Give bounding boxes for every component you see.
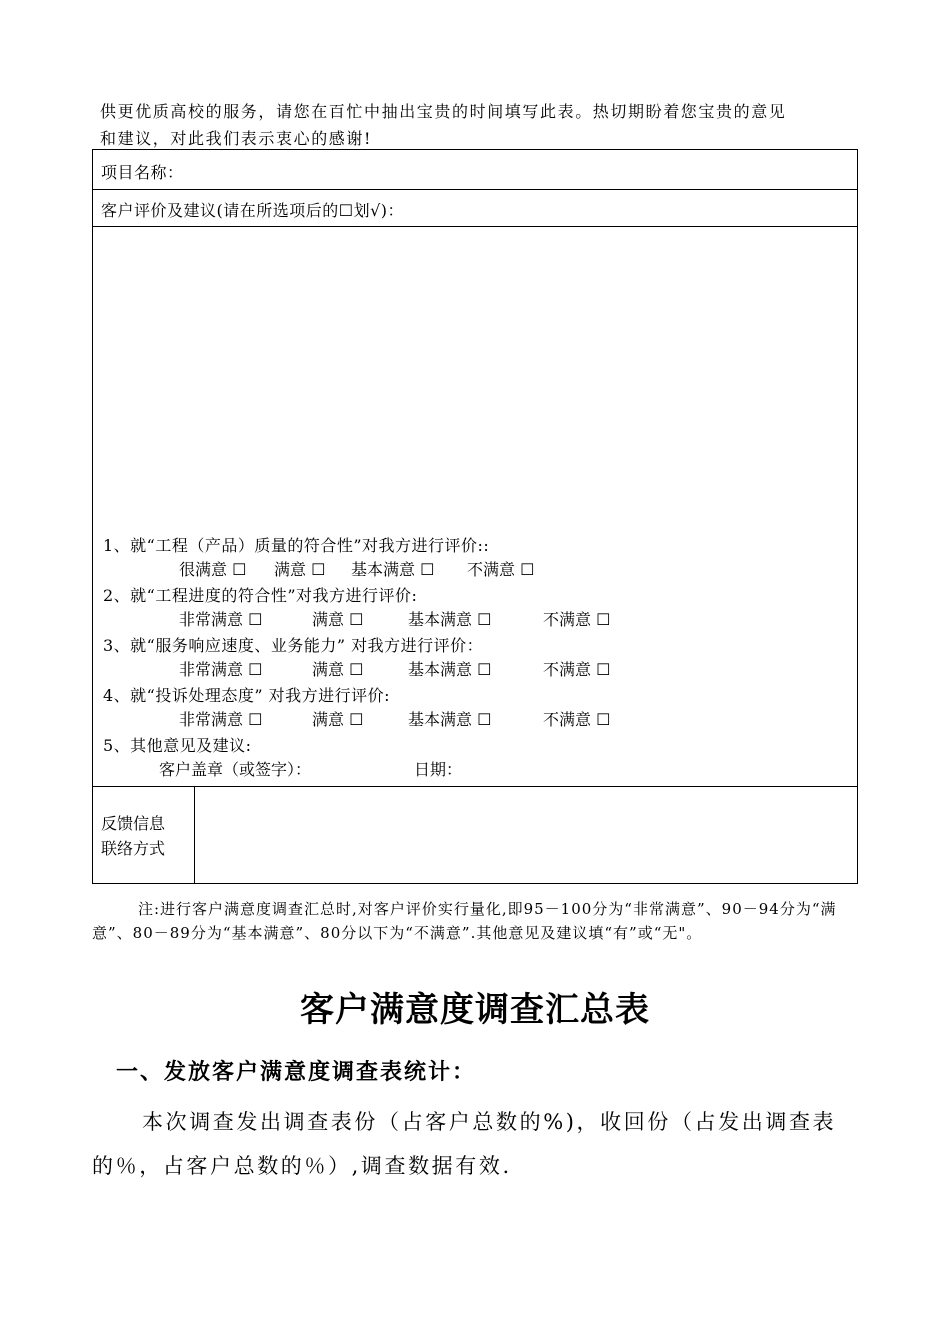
feedback-label-line-2: 联络方式 xyxy=(101,839,166,858)
feedback-label-line-1: 反馈信息 xyxy=(101,814,166,833)
survey-statistics-paragraph: 本次调查发出调查表份（占客户总数的%)，收回份（占发出调查表的％，占客户总数的％）,调查数据有效. xyxy=(92,1110,837,1178)
question-4: 4、就“投诉处理态度” 对我方进行评价: xyxy=(103,686,391,705)
project-name-row xyxy=(93,150,857,190)
other-suggestions-label: 5、其他意见及建议: xyxy=(103,736,252,755)
q3-option-unsatisfied[interactable]: 不满意 ☐ xyxy=(543,660,611,679)
q2-option-unsatisfied[interactable]: 不满意 ☐ xyxy=(543,610,611,629)
q3-option-basic-satisfied[interactable]: 基本满意 ☐ xyxy=(408,660,492,679)
question-2: 2、就“工程进度的符合性”对我方进行评价: xyxy=(103,586,418,605)
q4-option-satisfied[interactable]: 满意 ☐ xyxy=(312,710,364,729)
q1-option-very-satisfied[interactable]: 很满意 ☐ xyxy=(179,560,247,579)
q2-option-satisfied[interactable]: 满意 ☐ xyxy=(312,610,364,629)
customer-stamp-label: 客户盖章（或签字）： xyxy=(159,760,312,779)
survey-form-table xyxy=(92,149,858,884)
q4-option-very-satisfied[interactable]: 非常满意 ☐ xyxy=(179,710,263,729)
q3-option-satisfied[interactable]: 满意 ☐ xyxy=(312,660,364,679)
summary-title: 客户满意度调查汇总表 xyxy=(300,990,650,1030)
q4-option-unsatisfied[interactable]: 不满意 ☐ xyxy=(543,710,611,729)
intro-line-1: 供更优质高校的服务，请您在百忙中抽出宝贵的时间填写此表。热切期盼着您宝贵的意见 xyxy=(100,102,787,121)
evaluation-header-label: 客户评价及建议(请在所选项后的☐划√)： xyxy=(101,201,405,220)
question-1: 1、就“工程（产品）质量的符合性”对我方进行评价:: xyxy=(103,536,490,555)
scoring-note: 注:进行客户满意度调查汇总时,对客户评价实行量化,即95－100分为“非常满意”、90－94分为“满意”、80－89分为“基本满意”、80分以下为“不满意”.其他意见及建议填“有”或“无"。 xyxy=(92,900,837,942)
question-3: 3、就“服务响应速度、业务能力” 对我方进行评价： xyxy=(103,636,484,655)
q2-option-very-satisfied[interactable]: 非常满意 ☐ xyxy=(179,610,263,629)
project-name-label: 项目名称： xyxy=(101,163,184,182)
q1-option-unsatisfied[interactable]: 不满意 ☐ xyxy=(467,560,535,579)
feedback-label-cell xyxy=(93,787,195,883)
intro-line-2: 和建议，对此我们表示衷心的感谢! xyxy=(100,129,373,148)
q4-option-basic-satisfied[interactable]: 基本满意 ☐ xyxy=(408,710,492,729)
section-1-heading: 一、发放客户满意度调查表统计： xyxy=(116,1059,477,1085)
q3-option-very-satisfied[interactable]: 非常满意 ☐ xyxy=(179,660,263,679)
evaluation-header-row xyxy=(93,190,857,227)
intro-text xyxy=(100,98,862,152)
q1-option-satisfied[interactable]: 满意 ☐ xyxy=(274,560,326,579)
q1-option-basic-satisfied[interactable]: 基本满意 ☐ xyxy=(351,560,435,579)
date-label: 日期： xyxy=(414,760,463,779)
evaluation-body xyxy=(93,227,857,787)
feedback-row xyxy=(93,787,857,883)
q2-option-basic-satisfied[interactable]: 基本满意 ☐ xyxy=(408,610,492,629)
